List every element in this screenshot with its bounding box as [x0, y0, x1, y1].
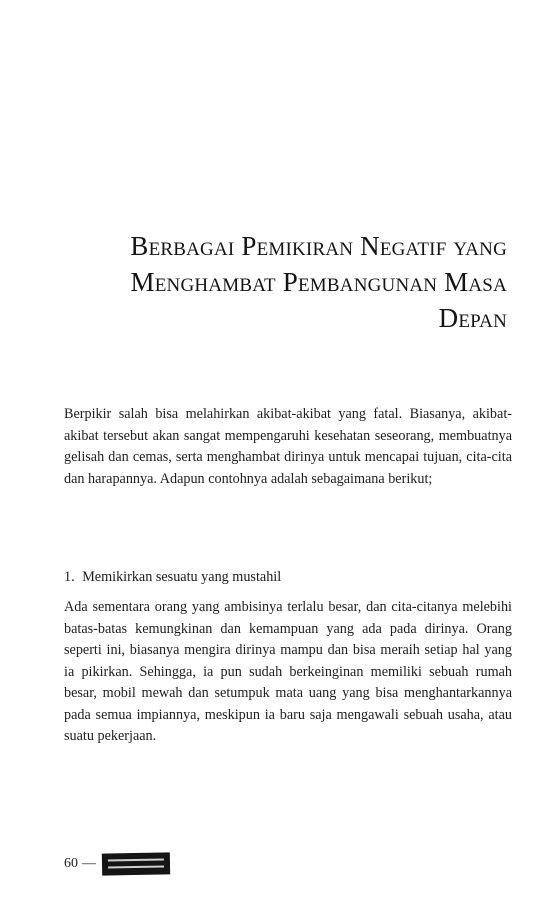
- library-stamp-icon: [102, 852, 170, 875]
- chapter-title: [47, 228, 507, 336]
- chapter-title-line-2: Menghambat Pembangunan Masa: [130, 267, 507, 297]
- section-heading-text: Memikirkan sesuatu yang mustahil: [82, 569, 282, 585]
- page-number: 60: [64, 856, 78, 871]
- chapter-title-line-1: Berbagai Pemikiran Negatif yang: [130, 231, 507, 261]
- section-heading: [64, 567, 281, 589]
- page-footer: [64, 852, 170, 876]
- intro-paragraph: Berpikir salah bisa melahirkan akibat-akibat yang fatal. Biasanya, akibat-akibat tersebut akan sangat mempengaruhi kesehatan seseorang, membuatnya gelisah dan cemas, serta menghambat dirinya untuk mencapai tujuan, cita-cita dan harapannya. Adapun contohnya adalah sebagaimana berikut;: [64, 406, 512, 487]
- section-paragraph: Ada sementara orang yang ambisinya terlalu besar, dan cita-citanya melebihi batas-batas kemungkinan dan kemampuan yang ada pada dirinya. Orang seperti ini, biasanya mengira dirinya mampu dan bisa meraih setiap hal yang ia pikirkan. Sehingga, ia pun sudah berkeinginan memiliki sebuah rumah besar, mobil mewah dan setumpuk mata uang yang bisa menghantarkannya pada semua impiannya, meskipun ia baru saja mengawali sebuah usaha, atau suatu pekerjaan.: [64, 599, 512, 744]
- section-number: 1.: [64, 569, 75, 585]
- footer-dash: —: [82, 856, 96, 871]
- chapter-title-line-3: Depan: [438, 303, 507, 333]
